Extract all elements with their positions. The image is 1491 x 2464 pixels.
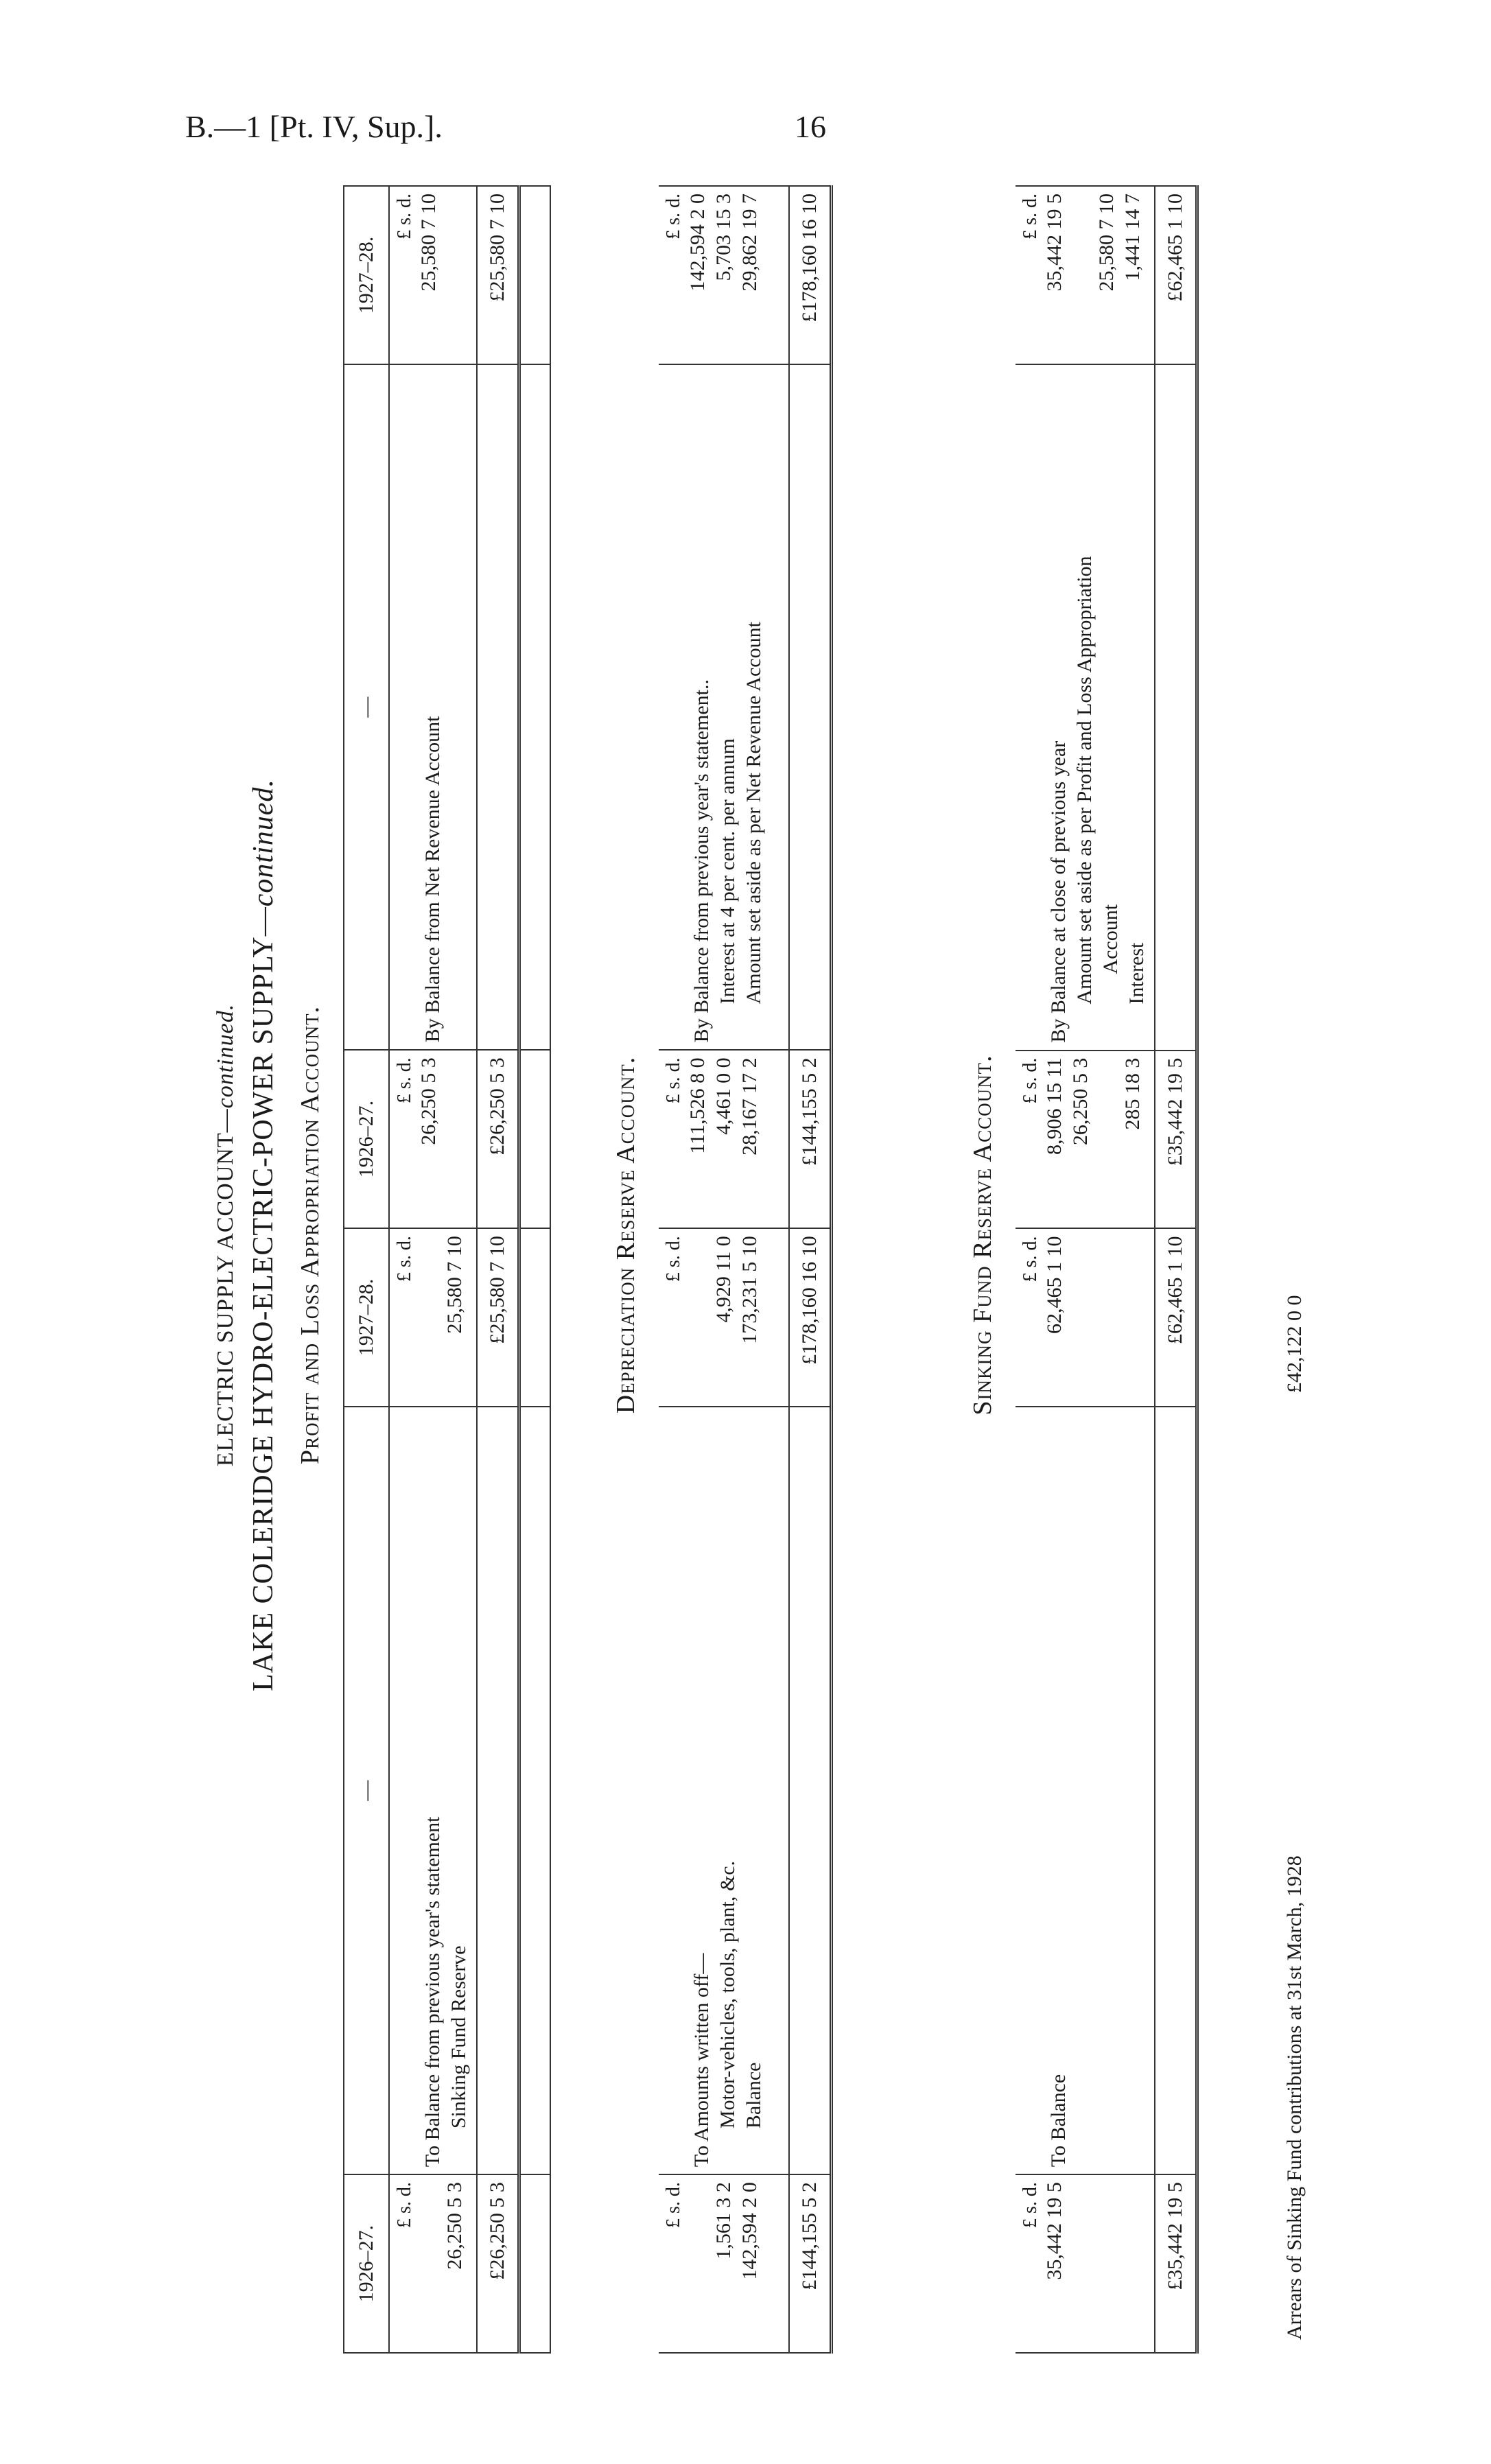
sf-debit-line-1: To Balance bbox=[1047, 2074, 1070, 2168]
pl-header-1926-debit: 1926–27. bbox=[344, 2174, 389, 2353]
dep-total-credit-1927: £178,160 16 10 bbox=[789, 186, 832, 364]
sf-debit-descriptions bbox=[1015, 1407, 1155, 2174]
profit-loss-heading: Profit and Loss Appropriation Account. bbox=[296, 1005, 325, 1465]
sf-total-debit-1926: £35,442 19 5 bbox=[1155, 2174, 1197, 2353]
sf-credit-line-4: Interest bbox=[1125, 942, 1148, 1005]
rotated-content bbox=[185, 103, 1393, 2367]
pl-debit-line-1: To Balance from previous year's statement bbox=[421, 1816, 444, 2168]
pl-credit-line-1: By Balance from Net Revenue Account bbox=[421, 716, 444, 1043]
dep-credit-line-2: Interest at 4 per cent. per annum bbox=[716, 738, 739, 1005]
sf-credit-line-2: Amount set aside as per Profit and Loss Appropriation bbox=[1073, 556, 1096, 1005]
title-line-1: ELECTRIC SUPPLY ACCOUNT—continued. bbox=[213, 1003, 238, 1467]
dep-debit-line-2: Balance bbox=[742, 2062, 765, 2129]
pl-header-1927-credit: 1927–28. bbox=[344, 186, 389, 364]
sf-credit-descriptions bbox=[1015, 364, 1155, 1051]
pl-header-1927-debit: 1927–28. bbox=[344, 1228, 389, 1407]
arrears-value: £42,122 0 0 bbox=[1283, 1295, 1306, 1393]
sf-credit-1926-amounts: £ s. d. 8,906 15 11 26,250 5 3 285 18 3 bbox=[1015, 1051, 1155, 1229]
sinking-fund-heading: Sinking Fund Reserve Account. bbox=[968, 1055, 997, 1416]
title-line-2: LAKE COLERIDGE HYDRO-ELECTRIC-POWER SUPPLY—continued. bbox=[248, 779, 279, 1691]
sinking-fund-table bbox=[1015, 185, 1199, 2354]
depreciation-heading: Depreciation Reserve Account. bbox=[611, 1056, 640, 1414]
sf-credit-1927-amounts: £ s. d. 35,442 19 5 25,580 7 10 1,441 14 7 bbox=[1015, 186, 1155, 364]
sf-total-credit-1927: £62,465 1 10 bbox=[1155, 186, 1197, 364]
page-number: 16 bbox=[795, 109, 826, 144]
sf-total-debit-1927: £62,465 1 10 bbox=[1155, 1228, 1197, 1407]
pl-debit-descriptions bbox=[389, 1407, 477, 2174]
sf-total-credit-1926: £35,442 19 5 bbox=[1155, 1051, 1197, 1229]
dep-credit-1927-amounts: £ s. d. 142,594 2 0 5,703 15 3 29,862 19 7 bbox=[659, 186, 789, 364]
sf-credit-line-3: Account bbox=[1099, 904, 1122, 974]
dep-credit-line-1: By Balance from previous year's statement.. bbox=[690, 679, 713, 1043]
dep-credit-1926-amounts: £ s. d. 111,526 8 0 4,461 0 0 28,167 17 2 bbox=[659, 1050, 789, 1228]
pl-header-dash-credit: — bbox=[344, 364, 389, 1050]
dep-debit-1927-amounts: £ s. d. 4,929 11 0 173,231 5 10 bbox=[659, 1228, 789, 1407]
pl-total-credit-1927: £25,580 7 10 bbox=[477, 186, 519, 364]
pl-debit-1926-amounts: £ s. d. 26,250 5 3 bbox=[389, 2174, 477, 2353]
sf-credit-line-1: By Balance at close of previous year bbox=[1047, 740, 1070, 1043]
profit-loss-table bbox=[343, 185, 551, 2354]
depreciation-table bbox=[659, 185, 833, 2354]
pl-debit-1927-amounts: £ s. d. 25,580 7 10 bbox=[389, 1228, 477, 1407]
pl-debit-line-2: Sinking Fund Reserve bbox=[447, 1945, 470, 2129]
dep-total-debit-1927: £178,160 16 10 bbox=[789, 1228, 832, 1407]
pl-total-debit-1927: £25,580 7 10 bbox=[477, 1228, 519, 1407]
dep-debit-descriptions bbox=[659, 1407, 789, 2174]
dep-debit-line-1: Motor-vehicles, tools, plant, &c. bbox=[716, 1860, 739, 2129]
dep-credit-descriptions bbox=[659, 364, 789, 1050]
dep-total-credit-1926: £144,155 5 2 bbox=[789, 1050, 832, 1228]
pl-header-dash-debit: — bbox=[344, 1407, 389, 2174]
dep-credit-line-3: Amount set aside as per Net Revenue Account bbox=[742, 622, 765, 1005]
arrears-text: Arrears of Sinking Fund contributions at 31st March, 1928 bbox=[1283, 1855, 1306, 2340]
dep-total-debit-1926: £144,155 5 2 bbox=[789, 2174, 832, 2353]
sf-debit-1926-amounts: £ s. d. 35,442 19 5 bbox=[1015, 2174, 1155, 2353]
pl-credit-1926-amounts: £ s. d. 26,250 5 3 bbox=[389, 1050, 477, 1228]
pl-credit-descriptions bbox=[389, 364, 477, 1050]
pl-total-credit-1926: £26,250 5 3 bbox=[477, 1050, 519, 1228]
dep-debit-heading: To Amounts written off— bbox=[690, 1953, 713, 2168]
pl-total-debit-1926: £26,250 5 3 bbox=[477, 2174, 519, 2353]
pl-credit-1927-amounts: £ s. d. 25,580 7 10 bbox=[389, 186, 477, 364]
pl-header-1926-credit: 1926–27. bbox=[344, 1050, 389, 1228]
document-reference: B.—1 [Pt. IV, Sup.]. bbox=[185, 109, 443, 144]
dep-debit-1926-amounts: £ s. d. 1,561 3 2 142,594 2 0 bbox=[659, 2174, 789, 2353]
sf-debit-1927-amounts: £ s. d. 62,465 1 10 bbox=[1015, 1228, 1155, 1407]
